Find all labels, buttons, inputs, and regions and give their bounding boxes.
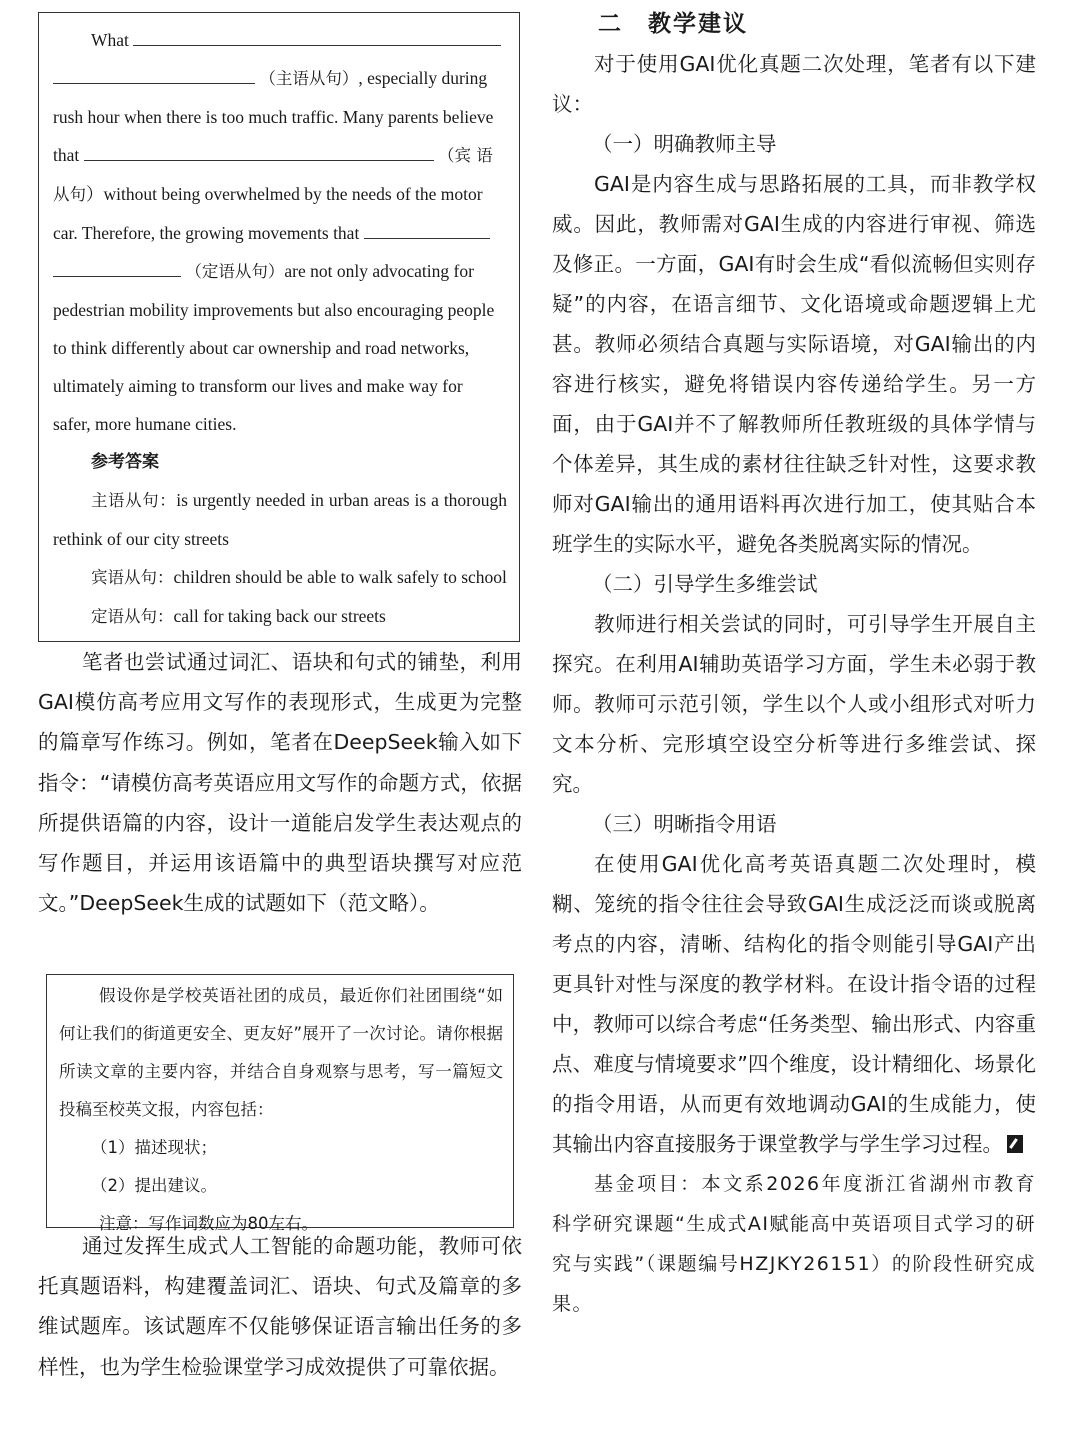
exercise-line-3: rush hour when there is too much traffic. Many parents believe	[53, 107, 494, 127]
exercise-line-5: 从句）without being overwhelmed by the needs of the motor	[53, 184, 483, 204]
intro-paragraph: 对于使用GAI优化真题二次处理，笔者有以下建议：	[552, 52, 1036, 116]
prompt-item-1: （1）描述现状；	[91, 1138, 217, 1157]
exercise-line-9: to think differently about car ownership and road networks,	[53, 338, 470, 358]
prompt-note: 注意：写作词数应为80左右。	[99, 1214, 318, 1233]
end-mark-icon	[1007, 1135, 1023, 1153]
exercise-line-7: （定语从句）are not only advocating for	[53, 252, 507, 291]
paragraph-1: GAI是内容生成与思路拓展的工具，而非教学权威。因此，教师需对GAI生成的内容进行审视、筛选及修正。一方面，GAI有时会生成“看似流畅但实则存疑”的内容，在语言细节、文化语境或命题逻辑上尤甚。教师必须结合真题与实际语境，对GAI输出的内容进行核实，避免将错误内容传递给学生。另一方面，由于GAI并不了解教师所任教班级的具体学情与个体差异，其生成的素材往往缺乏针对性，这要求教师对GAI输出的通用语料再次进行加工，使其贴合本班学生的实际水平，避免各类脱离实际的情况。	[552, 172, 1036, 556]
blank-object	[84, 140, 434, 161]
left-paragraph-2: 通过发挥生成式人工智能的命题功能，教师可依托真题语料，构建覆盖词汇、语块、句式及篇章的多维试题库。该试题库不仅能够保证语言输出任务的多样性，也为学生检验课堂学习成效提供了可靠依据。	[38, 1234, 522, 1379]
answer-subject: 主语从句：is urgently needed in urban areas is a thorough rethink of our city streets	[53, 490, 508, 549]
exercise-line-4: that （宾 语	[53, 136, 507, 175]
subheading-2: （二）引导学生多维尝试	[592, 572, 818, 596]
paragraph-2: 教师进行相关尝试的同时，可引导学生开展自主探究。在利用AI辅助英语学习方面，学生未必弱于教师。教师可示范引领，学生以个人或小组形式对听力文本分析、完形填空设空分析等进行多维尝试、探究。	[552, 612, 1036, 796]
subheading-1: （一）明确教师主导	[592, 132, 777, 156]
subheading-3: （三）明晰指令用语	[592, 812, 777, 836]
blank-attr-1	[364, 218, 490, 239]
prompt-text: 假设你是学校英语社团的成员，最近你们社团围绕“如何让我们的街道更安全、更友好”展开了一次讨论。请你根据所读文章的主要内容，并结合自身观察与思考，写一篇短文投稿至校英文报，内容包括：	[59, 986, 503, 1119]
section-title: 二 教学建议	[598, 10, 748, 37]
prompt-item-2: （2）提出建议。	[91, 1176, 217, 1195]
blank-subject-1	[133, 25, 501, 46]
exercise-line-6: car. Therefore, the growing movements that	[53, 214, 507, 252]
exercise-line-2: （主语从句）, especially during	[53, 59, 507, 98]
writing-prompt-box	[46, 974, 514, 1233]
blank-attr-2	[53, 256, 181, 277]
exercise-line-1: What	[53, 21, 507, 59]
blank-subject-2	[53, 63, 255, 84]
left-paragraph-1: 笔者也尝试通过词汇、语块和句式的铺垫，利用GAI模仿高考应用文写作的表现形式，生成更为完整的篇章写作练习。例如，笔者在DeepSeek输入如下指令：“请模仿高考英语应用文写作的命题方式，依据所提供语篇的内容，设计一道能启发学生表达观点的写作题目，并运用该语篇中的典型语块撰写对应范文。”DeepSeek生成的试题如下（范文略）。	[38, 650, 522, 916]
answer-attributive: 定语从句：call for taking back our streets	[91, 606, 386, 626]
exercise-line-10: ultimately aiming to transform our lives and make way for	[53, 376, 463, 396]
fund-note: 基金项目：本文系2026年度浙江省湖州市教育科学研究课题“生成式AI赋能高中英语项目式学习的研究与实践”（课题编号HZJKY26151）的阶段性研究成果。	[552, 1173, 1036, 1315]
right-column	[552, 4, 1036, 1324]
paragraph-3: 在使用GAI优化高考英语真题二次处理时，模糊、笼统的指令往往会导致GAI生成泛泛而谈或脱离考点的内容，清晰、结构化的指令则能引导GAI产出更具针对性与深度的教学材料。在设计指令语的过程中，教师可以综合考虑“任务类型、输出形式、内容重点、难度与情境要求”四个维度，设计精细化、场景化的指令用语，从而更有效地调动GAI的生成能力，使其输出内容直接服务于课堂教学与学生学习过程。	[552, 852, 1036, 1156]
exercise-line-8: pedestrian mobility improvements but also encouraging people	[53, 300, 495, 320]
answer-object: 宾语从句：children should be able to walk safely to school	[91, 567, 507, 587]
exercise-line-11: safer, more humane cities.	[53, 414, 237, 434]
exercise-box	[38, 12, 520, 642]
answer-heading: 参考答案	[91, 452, 159, 472]
